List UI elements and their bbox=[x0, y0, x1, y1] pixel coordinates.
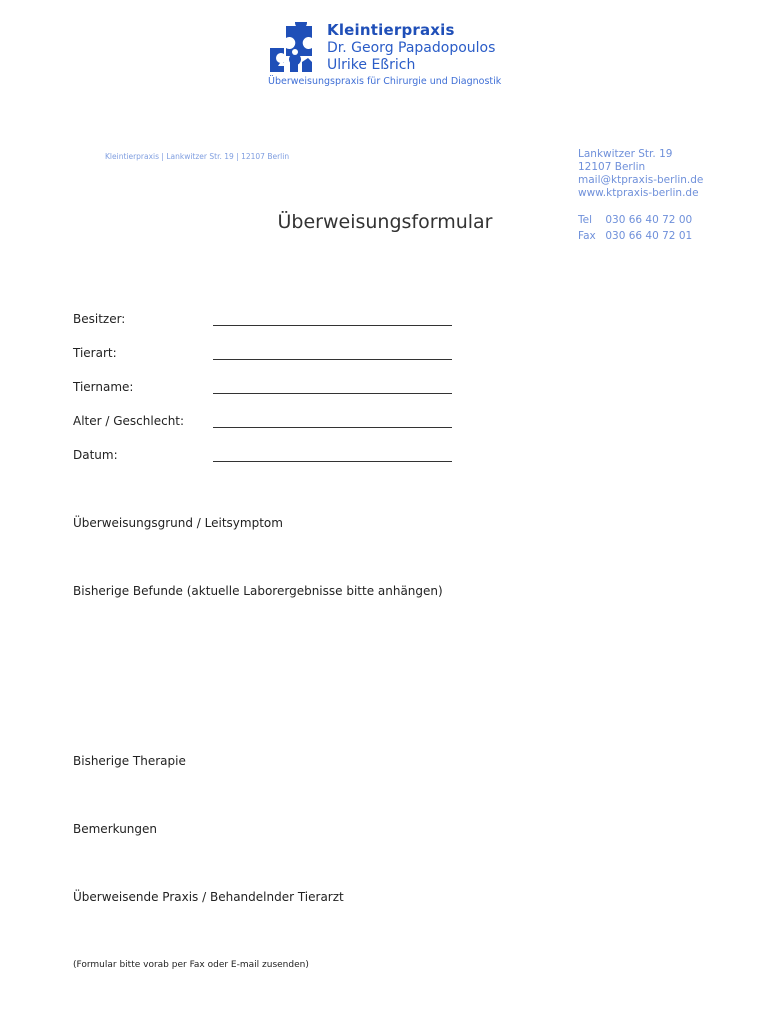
field-underline bbox=[213, 359, 452, 360]
page-title bbox=[0, 211, 770, 233]
field-datum bbox=[73, 448, 213, 462]
section-ueberweisungsgrund: Überweisungsgrund / Leitsymptom bbox=[73, 516, 283, 530]
field-alter-geschlecht bbox=[73, 414, 213, 428]
brand-tagline: Überweisungspraxis für Chirurgie und Diagnostik bbox=[268, 76, 502, 87]
field-label: Alter / Geschlecht: bbox=[73, 414, 185, 428]
puzzle-logo-icon bbox=[268, 22, 324, 74]
field-label: Datum: bbox=[73, 448, 118, 462]
field-underline bbox=[213, 393, 452, 394]
section-bemerkungen: Bemerkungen bbox=[73, 822, 158, 836]
field-label: Besitzer: bbox=[73, 312, 126, 326]
field-underline bbox=[213, 427, 452, 428]
sender-address-line: Kleintierpraxis | Lankwitzer Str. 19 | 12107 Berlin bbox=[105, 152, 290, 161]
contact-fax-label: Fax bbox=[578, 230, 596, 242]
contact-tel-value: 030 66 40 72 00 bbox=[605, 214, 693, 226]
brand-partner: Ulrike Eßrich bbox=[327, 57, 416, 73]
contact-web: www.ktpraxis-berlin.de bbox=[578, 187, 699, 199]
contact-street: Lankwitzer Str. 19 bbox=[578, 148, 673, 160]
field-tierart bbox=[73, 346, 213, 360]
field-tiername bbox=[73, 380, 213, 394]
field-besitzer bbox=[73, 312, 213, 326]
footer-note: (Formular bitte vorab per Fax oder E-mail zusenden) bbox=[73, 960, 309, 970]
brand-name: Kleintierpraxis bbox=[327, 21, 455, 39]
field-label: Tiername: bbox=[73, 380, 134, 394]
contact-email: mail@ktpraxis-berlin.de bbox=[578, 174, 704, 186]
brand-doctor: Dr. Georg Papadopoulos bbox=[327, 40, 496, 56]
field-underline bbox=[213, 461, 452, 462]
section-ueberweisende-praxis: Überweisende Praxis / Behandelnder Tierarzt bbox=[73, 890, 344, 904]
field-underline bbox=[213, 325, 452, 326]
contact-fax-value: 030 66 40 72 01 bbox=[605, 230, 693, 242]
section-bisherige-therapie: Bisherige Therapie bbox=[73, 754, 186, 768]
contact-tel-label: Tel bbox=[578, 214, 593, 226]
field-label: Tierart: bbox=[73, 346, 117, 360]
contact-city: 12107 Berlin bbox=[578, 161, 646, 173]
page-title-text: Überweisungsformular bbox=[277, 211, 493, 233]
section-bisherige-befunde: Bisherige Befunde (aktuelle Laborergebnisse bitte anhängen) bbox=[73, 584, 443, 598]
